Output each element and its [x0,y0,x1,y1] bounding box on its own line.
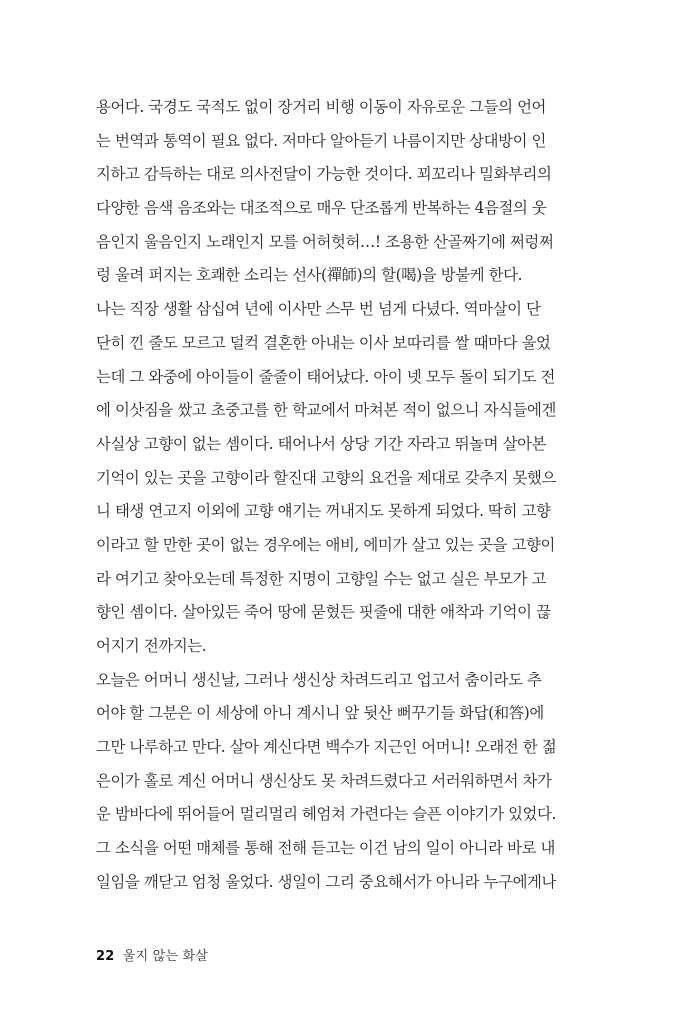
text-line: 이라고 할 만한 곳이 없는 경우에는 애비, 에미가 살고 있는 곳을 고향이 [96,535,555,554]
text-line: 기억이 있는 곳을 고향이라 할진대 고향의 요건을 제대로 갖추지 못했으 [96,468,556,487]
text-line: 는데 그 와중에 아이들이 줄줄이 태어났다. 아이 넷 모두 돌이 되기도 전 [96,367,555,386]
text-line: 나는 직장 생활 삼십여 년에 이사만 스무 번 넘게 다녔다. 역마살이 단 [96,300,541,319]
text-line: 어지기 전까지는. [96,637,207,655]
text-line: 지하고 감득하는 대로 의사전달이 가능한 것이다. 꾀꼬리나 밀화부리의 [96,165,552,184]
text-line: 에 이삿짐을 쌌고 초중고를 한 학교에서 마쳐본 적이 없으니 자식들에겐 [96,401,556,420]
paragraph-3 [96,664,606,900]
text-line: 은이가 홀로 계신 어머니 생신상도 못 차려드렸다고 서러워하면서 차가 [96,771,552,790]
page-number: 22 [96,949,115,964]
text-line: 니 태생 연고지 이외에 고향 얘기는 꺼내지도 못하게 되었다. 딱히 고향 [96,502,551,521]
text-line: 그만 나루하고 만다. 살아 계신다면 백수가 지근인 어머니! 오래전 한 젊 [96,738,557,757]
text-line: 운 밤바다에 뛰어들어 멀리멀리 헤엄쳐 가련다는 슬픈 이야기가 있었다. [96,805,556,824]
text-line: 단히 낀 줄도 모르고 덜컥 결혼한 아내는 이사 보따리를 쌀 때마다 울었 [96,333,551,352]
text-line: 음인지 울음인지 노래인지 모를 어허헛허…! 조용한 산골짜기에 쩌렁쩌 [96,232,554,251]
text-line: 그 소식을 어떤 매체를 통해 전해 듣고는 이건 남의 일이 아니라 바로 내 [96,839,555,858]
body-text [96,91,606,900]
text-line: 는 번역과 통역이 필요 없다. 저마다 알아듣기 나름이지만 상대방이 인 [96,131,547,150]
text-line: 일임을 깨닫고 엄청 울었다. 생일이 그리 중요해서가 아니라 누구에게나 [96,872,556,891]
text-line: 향인 셈이다. 살아있든 죽어 땅에 묻혔든 핏줄에 대한 애착과 기억이 끊 [96,603,551,622]
book-title: 울지 않는 화살 [122,949,209,964]
text-line: 라 여기고 찾아오는데 특정한 지명이 고향일 수는 없고 실은 부모가 고 [96,569,547,588]
text-line: 어야 할 그분은 이 세상에 아니 계시니 앞 뒷산 뻐꾸기들 화답(和答)에 [96,704,544,723]
text-line: 다양한 음색 음조와는 대조적으로 매우 단조롭게 반복하는 4음절의 웃 [96,199,547,218]
paragraph-2 [96,293,606,664]
text-line: 사실상 고향이 없는 셈이다. 태어나서 상당 기간 자라고 뛰놀며 살아본 [96,434,547,453]
text-line: 오늘은 어머니 생신날, 그러나 생신상 차려드리고 업고서 춤이라도 추 [96,670,542,689]
text-line: 용어다. 국경도 국적도 없이 장거리 비행 이동이 자유로운 그들의 언어 [96,98,547,116]
page-footer [96,945,208,964]
paragraph-1 [96,91,606,293]
text-line: 렁 울려 퍼지는 호쾌한 소리는 선사(禪師)의 할(喝)을 방불케 한다. [96,266,523,285]
